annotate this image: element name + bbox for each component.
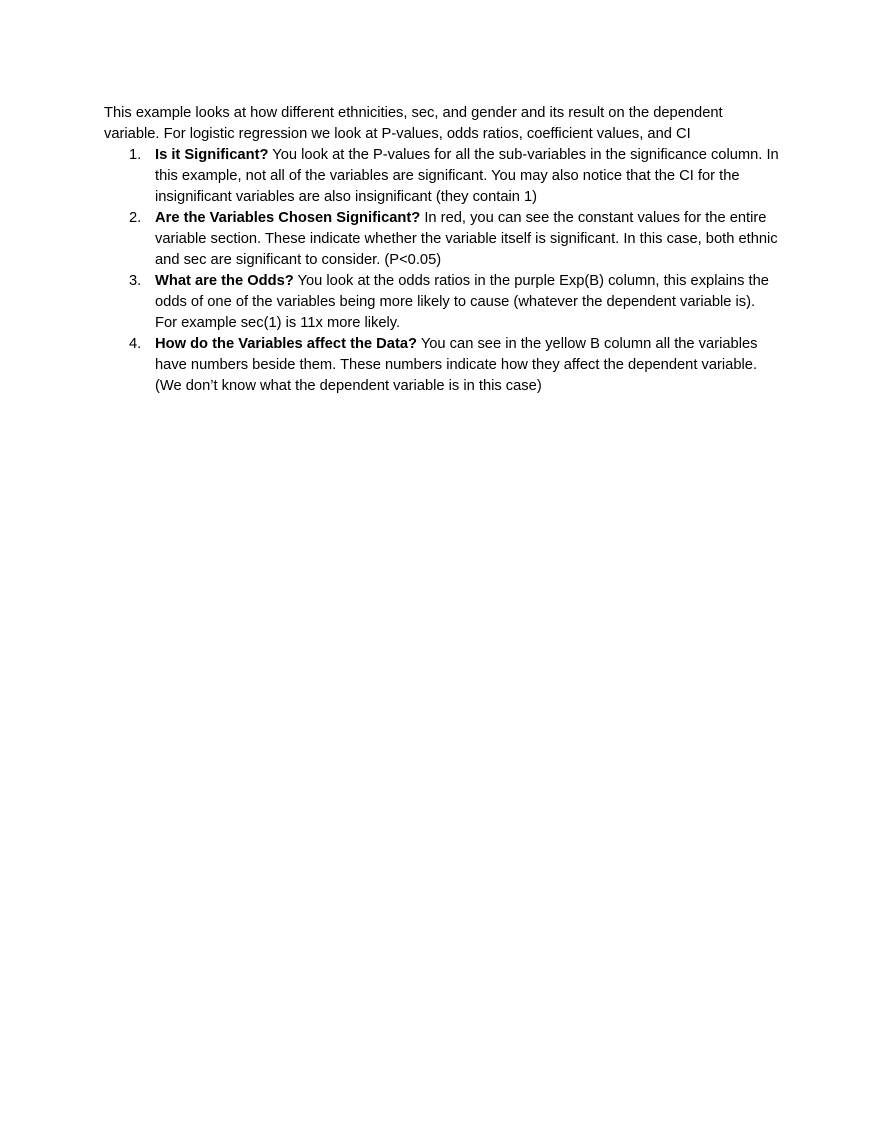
list-item-heading: What are the Odds?: [155, 273, 294, 289]
list-item-heading: How do the Variables affect the Data?: [155, 336, 417, 352]
list-item-text: You look at the odds ratios in the purple Exp(B) column, this explains the odds of one of the variables being more likely to cause (whatever the dependent variable is). For example sec(1) is 11x more likely.: [155, 273, 769, 331]
list-item-heading: Are the Variables Chosen Significant?: [155, 210, 421, 226]
list-item-number: 1.: [129, 147, 142, 163]
intro-paragraph: This example looks at how different ethnicities, sec, and gender and its result on the dependent variable. For logistic regression we look at P-values, odds ratios, coefficient values, and CI: [104, 105, 723, 142]
list-item-number: 2.: [129, 210, 142, 226]
list-item-heading: Is it Significant?: [155, 147, 269, 163]
list-item: [104, 334, 780, 397]
list-item-number: 4.: [129, 336, 142, 352]
numbered-list: [104, 145, 780, 397]
document-body: [104, 103, 780, 397]
list-item-number: 3.: [129, 273, 142, 289]
list-item-text: You can see in the yellow B column all the variables have numbers beside them. These numbers indicate how they affect the dependent variable. (We don’t know what the dependent variable is in this case): [155, 336, 758, 394]
list-item: [104, 145, 780, 208]
list-item: [104, 271, 780, 334]
list-item-text: In red, you can see the constant values for the entire variable section. These indicate whether the variable itself is significant. In this case, both ethnic and sec are significant to consider. (P<0.05): [155, 210, 778, 268]
list-item: [104, 208, 780, 271]
list-item-text: You look at the P-values for all the sub-variables in the significance column. In this example, not all of the variables are significant. You may also notice that the CI for the insignificant variables are also insignificant (they contain 1): [155, 147, 779, 205]
